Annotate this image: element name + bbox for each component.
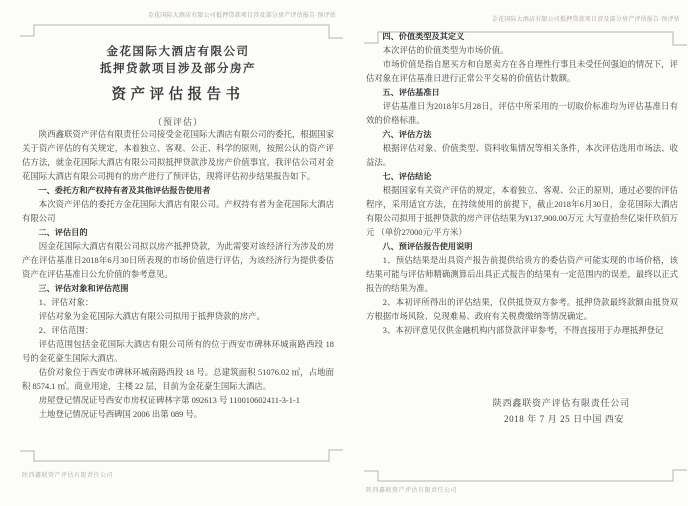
running-footer: 陕西鑫联资产评估有限责任公司 <box>22 473 114 479</box>
page-1-content <box>22 0 334 422</box>
value-type-text: 本次评估的价值类型为市场价值。 <box>382 46 509 55</box>
report-subtitle: （预评估） <box>152 117 203 127</box>
company-title-line: 金花国际大酒店有限公司 <box>106 46 250 58</box>
signature-block <box>366 395 678 427</box>
section-2-heading: 二、评估目的 <box>38 228 88 237</box>
section-1-paragraph: 本次资产评估的委托方金花国际大酒店有限公司。产权持有者为金花国际大酒店有限公司 <box>22 200 334 223</box>
method-text: 根据评估对象、价值类型、资料收集情况等相关条件，本次评估选用市场法、收益法。 <box>366 144 678 167</box>
land-registration-text: 土地登记情况证号西碑国 2006 出第 089 号。 <box>38 410 203 419</box>
signature-date: 2018 年 7 月 25 日中国 西安 <box>503 414 624 424</box>
market-value-definition: 市场价值是指自愿买方和自愿卖方在各自理性行事且未受任何强迫的情况下，评估对象在评估基准日进行正常公平交易的价值估计数额。 <box>366 60 678 83</box>
section-1-heading: 一、委托方和产权持有者及其他评估报告使用者 <box>38 186 211 195</box>
running-header: 金花国际大酒店有限公司抵押贷款项目涉及部分房产评估报告·预评估 <box>491 17 680 23</box>
report-page-2 <box>344 0 688 506</box>
running-footer: 陕西鑫联资产评估有限责任公司 <box>366 488 458 494</box>
section-7-heading: 七、评估结论 <box>382 172 432 181</box>
base-date-text: 评估基准日为2018年5月28日，评估中所采用的一切取价标准均为评估基准日有效的价格标准。 <box>366 102 678 125</box>
section-5-heading: 五、评估基准日 <box>382 88 440 97</box>
conclusion-text: 根据国家有关资产评估的规定，本着独立、客观、公正的原则，通过必要的评估程序，采用适宜方法，在持续使用的前提下，截止2018年6月30日，金花国际大酒店有限公司拟用于抵押贷款的房产评估结果为¥137,900.00万元 大写壹拾叁亿柒仟玖佰万元 （单价27000元/平方米） <box>366 186 678 237</box>
house-registration-text: 房屋登记情况证号西安市房权证碑林字第 092613 号 110010602411-3-1-1 <box>38 396 300 405</box>
section-2-paragraph: 因金花国际大酒店有限公司拟以房产抵押贷款，为此需要对该经济行为涉及的房产在评估基准日2018年6月30日所表现的市场价值进行评估，为该经济行为提供委估资产在评估基准日公允价值的参考意见。 <box>22 242 334 279</box>
page-2-content <box>366 0 678 427</box>
report-title: 资产评估报告书 <box>111 87 245 103</box>
section-6-heading: 六、评估方法 <box>382 130 432 139</box>
usage-note-3: 3、本初评意见仅供金融机构内部贷款评审参考，不得直接用于办理抵押登记 <box>382 326 664 335</box>
section-3-heading: 三、评估对象和评估范围 <box>38 284 129 293</box>
intro-paragraph: 陕西鑫联资产评估有限责任公司接受金花国际大酒店有限公司的委托，根据国家关于资产评估的有关规定，本着独立、客观、公正、科学的原则，按照公认的资产评估方法，就金花国际大酒店有限公司拟抵押贷款涉及房产价值事宜，我评估公司对金花国际大酒店有限公司拥有的房产进行了预评估，现将评估初步结果报告如下。 <box>22 130 334 181</box>
signature-company: 陕西鑫联资产评估有限责任公司 <box>492 398 630 408</box>
section-4-heading: 四、价值类型及其定义 <box>382 32 465 41</box>
property-detail-text: 估价对象位于西安市碑林环城南路西段 18 号。总建筑面积 51076.02 ㎡，占地面积 8574.1 ㎡。商业用途，主楼 22 层，目前为金花豪生国际大酒店。 <box>22 368 334 391</box>
running-header: 金花国际大酒店有限公司抵押贷款项目涉及部分房产评估报告·预评估 <box>147 13 336 19</box>
eval-object-text: 评估对象为金花国际大酒店有限公司拟用于抵押贷款的房产。 <box>38 312 265 321</box>
eval-object-label: 1、评估对象： <box>38 298 94 307</box>
usage-note-1: 1、预估结果是出具资产报告前提供给贵方的委估资产可能实现的市场价格，该结果可能与评估师精确测算后出具正式报告的结果有一定范围内的误差，最终以正式报告的结果为准。 <box>366 256 678 293</box>
eval-scope-label: 2、评估范围： <box>38 326 94 335</box>
report-title-block <box>22 44 334 128</box>
usage-note-2: 2、本初评所得出的评估结果，仅供抵贷双方参考。抵押贷款最终款额由抵贷双方根据市场风险、兑现难易、政府有关税费缴纳等情况确定。 <box>366 298 678 321</box>
section-8-heading: 八、预评估报告使用说明 <box>382 242 473 251</box>
eval-scope-text: 评估范围包括金花国际大酒店有限公司所有的位于西安市碑林环城南路西段 18 号的金花豪生国际大酒店。 <box>22 340 334 363</box>
project-title-line: 抵押贷款项目涉及部分房产 <box>100 63 256 75</box>
